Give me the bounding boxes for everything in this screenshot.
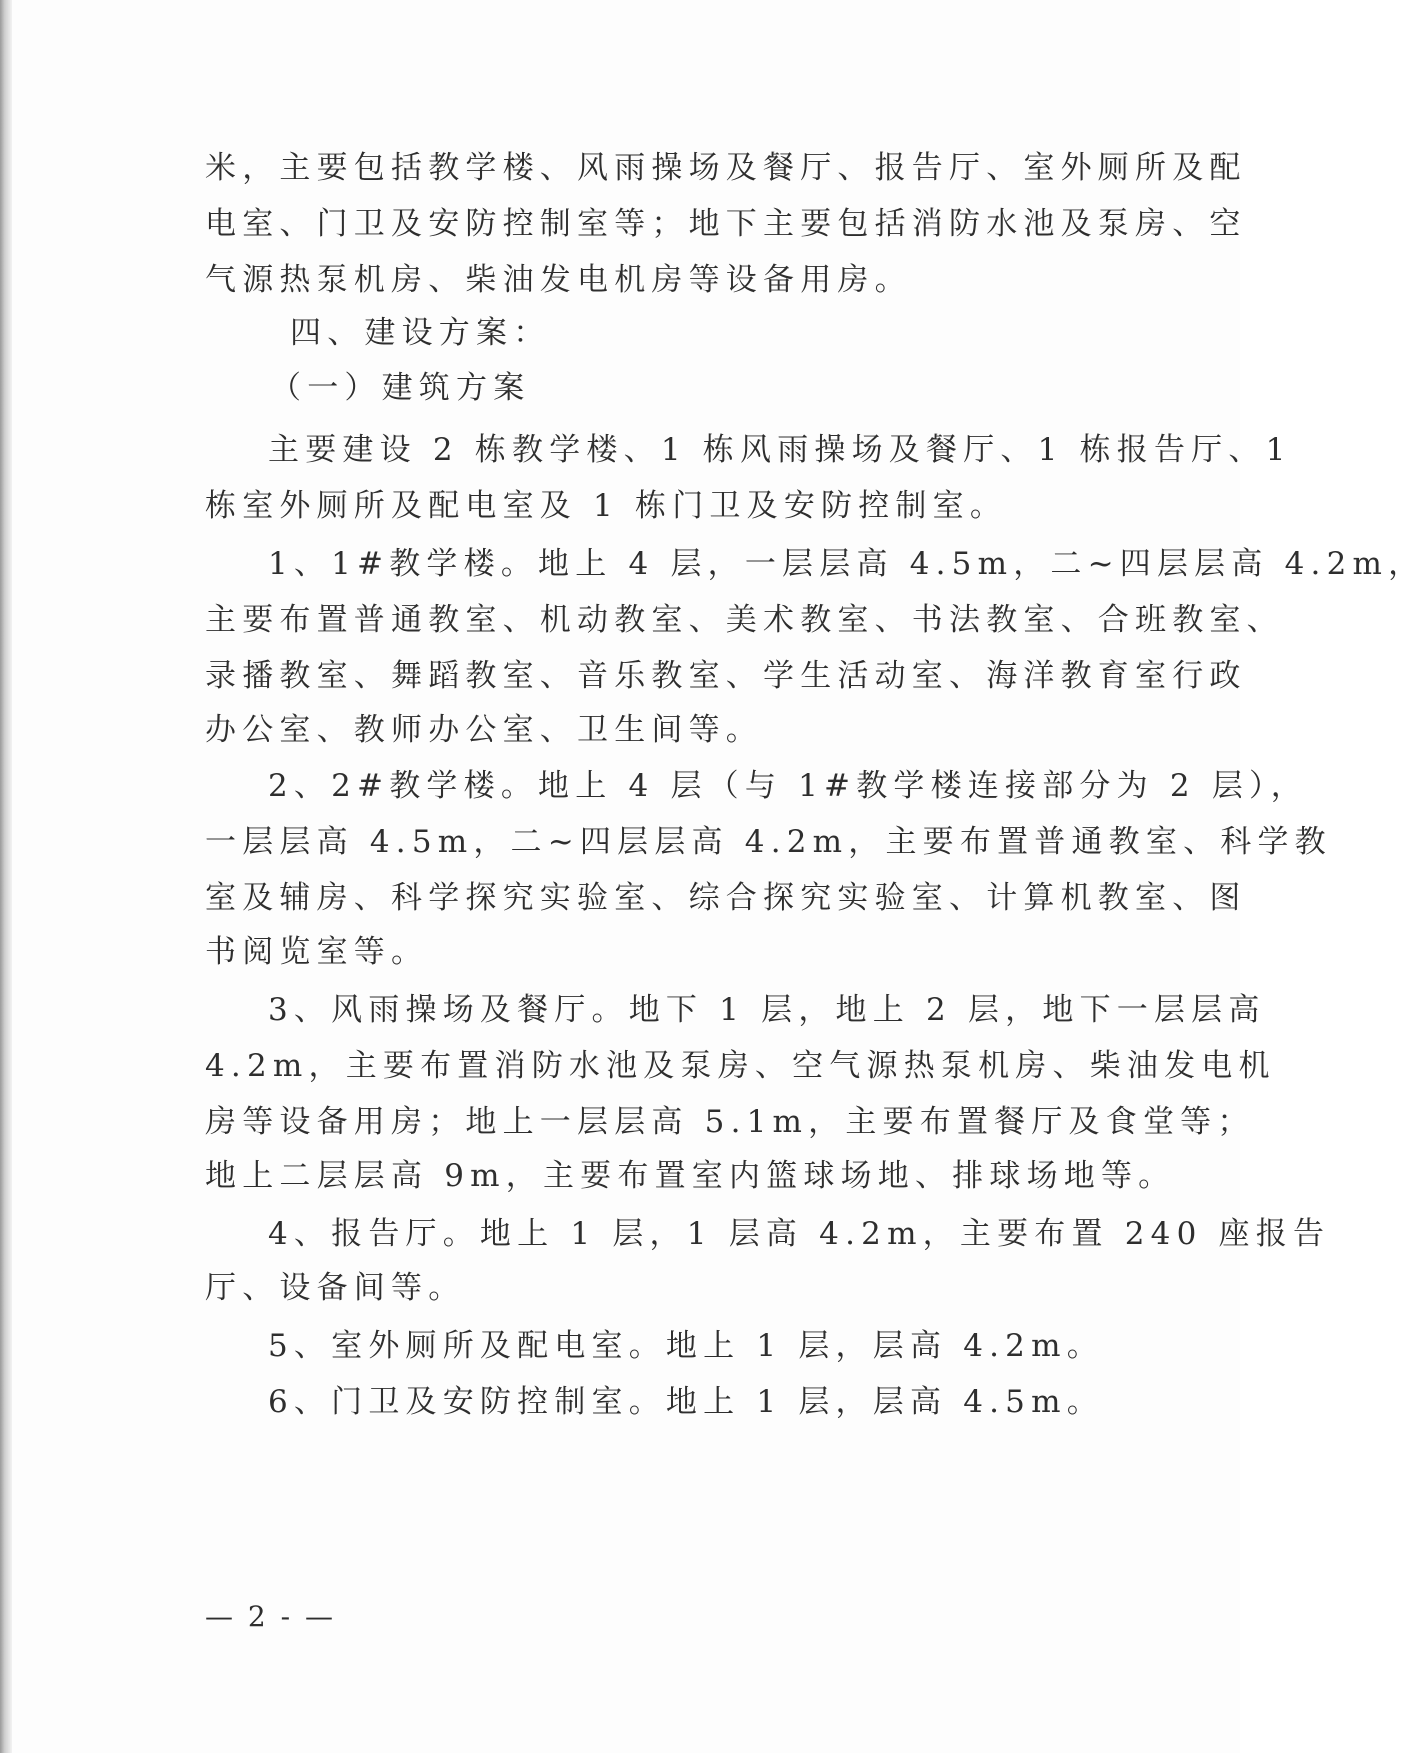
text-line: 主要建设 2 栋教学楼、1 栋风雨操场及餐厅、1 栋报告厅、1 <box>268 432 1292 468</box>
text-line: 电室、门卫及安防控制室等；地下主要包括消防水池及泵房、空 <box>205 206 1247 242</box>
section-heading: 四、建设方案： <box>290 315 551 351</box>
text-line: 房等设备用房；地上一层层高 5.1m，主要布置餐厅及食堂等； <box>205 1104 1255 1140</box>
subsection-heading: （一）建筑方案 <box>270 370 531 406</box>
scan-shadow-edge <box>0 0 12 1753</box>
text-line: 录播教室、舞蹈教室、音乐教室、学生活动室、海洋教育室行政 <box>205 658 1247 694</box>
text-line: 地上二层层高 9m，主要布置室内篮球场地、排球场地等。 <box>205 1158 1176 1194</box>
text-line: 米，主要包括教学楼、风雨操场及餐厅、报告厅、室外厕所及配 <box>205 150 1247 186</box>
text-line: 6、门卫及安防控制室。地上 1 层，层高 4.5m。 <box>268 1384 1104 1420</box>
text-line: 主要布置普通教室、机动教室、美术教室、书法教室、合班教室、 <box>205 602 1284 638</box>
text-line: 办公室、教师办公室、卫生间等。 <box>205 712 763 748</box>
text-line: 4.2m，主要布置消防水池及泵房、空气源热泵机房、柴油发电机 <box>205 1048 1276 1084</box>
text-line: 厅、设备间等。 <box>205 1270 466 1306</box>
text-line: 书阅览室等。 <box>205 934 429 970</box>
text-line: 气源热泵机房、柴油发电机房等设备用房。 <box>205 262 912 298</box>
text-line: 一层层高 4.5m，二~四层层高 4.2m，主要布置普通教室、科学教 <box>205 824 1332 860</box>
text-line: 1、1#教学楼。地上 4 层，一层层高 4.5m，二~四层层高 4.2m， <box>268 546 1425 582</box>
text-line: 栋室外厕所及配电室及 1 栋门卫及安防控制室。 <box>205 488 1008 524</box>
text-line: 4、报告厅。地上 1 层，1 层高 4.2m，主要布置 240 座报告 <box>268 1216 1331 1252</box>
text-line: 2、2#教学楼。地上 4 层（与 1#教学楼连接部分为 2 层）， <box>268 768 1308 804</box>
text-line: 3、风雨操场及餐厅。地下 1 层，地上 2 层，地下一层层高 <box>268 992 1266 1028</box>
text-line: 室及辅房、科学探究实验室、综合探究实验室、计算机教室、图 <box>205 880 1247 916</box>
page-number: — 2 - — <box>205 1600 336 1633</box>
text-line: 5、室外厕所及配电室。地上 1 层，层高 4.2m。 <box>268 1328 1104 1364</box>
